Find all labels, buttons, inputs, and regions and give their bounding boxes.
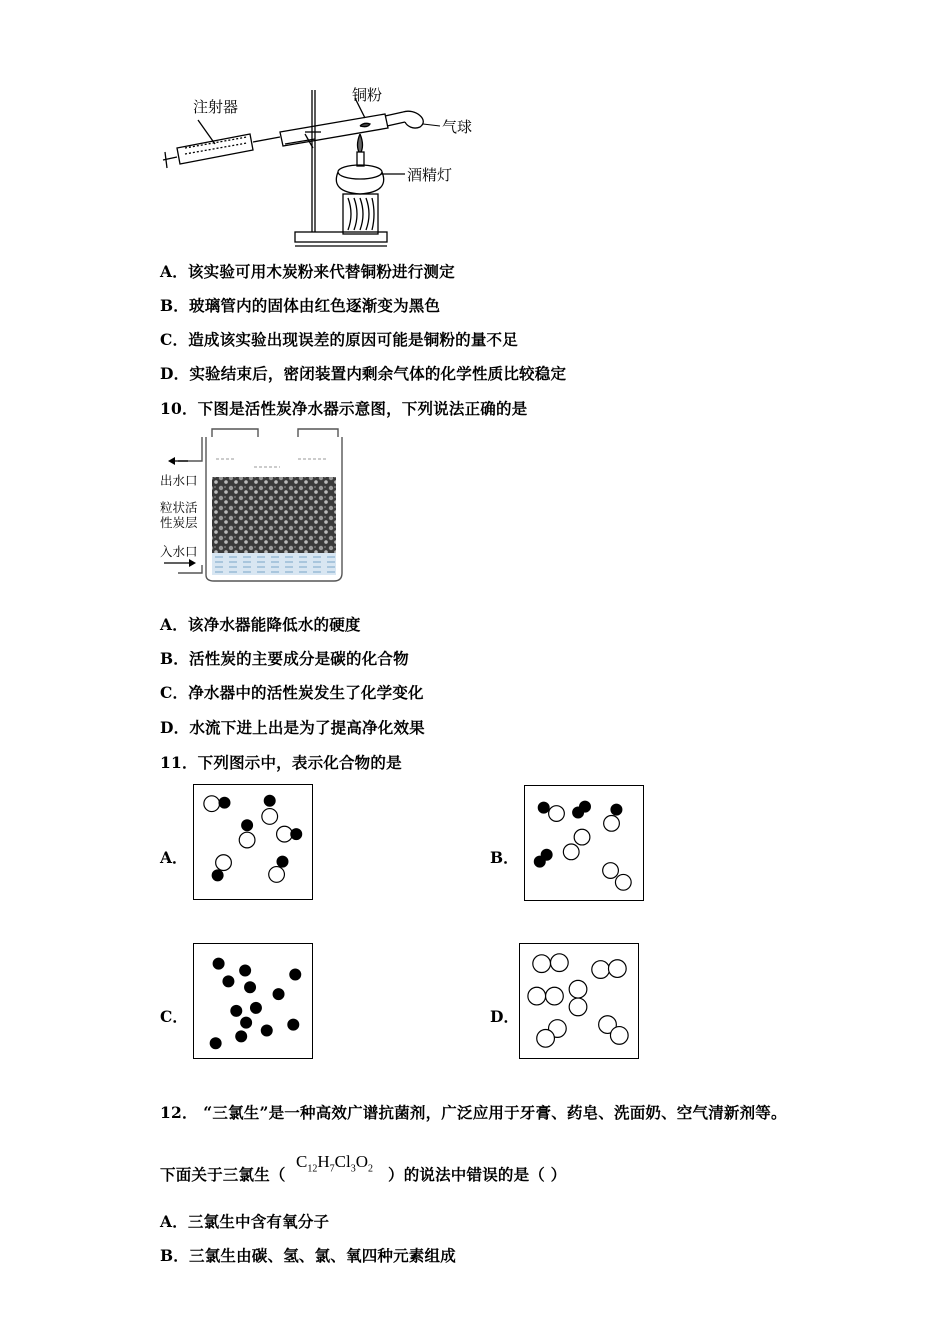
- formula-o: O: [355, 1152, 368, 1171]
- formula-h: H: [317, 1152, 330, 1171]
- glass-tube-drawing: [280, 98, 423, 146]
- q12-stem-line2-after: ）的说法中错误的是（ ）: [388, 1165, 567, 1184]
- outlet-label: 出水口: [160, 473, 198, 488]
- formula-c: C: [296, 1152, 308, 1171]
- q11-stem: 11．下列图示中，表示化合物的是: [160, 753, 402, 772]
- q12-stem-line1: 12． “三氯生”是一种高效广谱抗菌剂，广泛应用于牙膏、药皂、洗面奶、空气清新剂等。: [160, 1103, 787, 1122]
- q10-option-c: C．净水器中的活性炭发生了化学变化: [160, 683, 424, 702]
- syringe-drawing: [163, 120, 280, 168]
- q9-option-a: A．该实验可用木炭粉来代替铜粉进行测定: [160, 262, 455, 281]
- iron-stand-drawing: [285, 90, 387, 246]
- formula-o-sub: 2: [367, 1163, 373, 1175]
- q10-stem: 10．下图是活性炭净水器示意图，下列说法正确的是: [160, 399, 528, 418]
- copper-oxygen-apparatus-figure: [155, 82, 495, 250]
- q9-option-b: B．玻璃管内的固体由红色逐渐变为黑色: [160, 296, 441, 315]
- q12-option-b: B．三氯生由碳、氢、氯、氧四种元素组成: [160, 1246, 456, 1265]
- q11-box-a: [193, 784, 313, 900]
- carbon-layer-label-line2: 性炭层: [160, 515, 198, 530]
- alcohol-lamp-label: 酒精灯: [407, 166, 453, 184]
- q9-option-d: D．实验结束后，密闭装置内剩余气体的化学性质比较稳定: [160, 364, 567, 383]
- q11-box-b: [524, 785, 644, 901]
- formula-cl-sub: 3: [350, 1163, 356, 1175]
- formula-c-sub: 12: [307, 1163, 318, 1175]
- q11-option-a-label: A．: [160, 848, 188, 867]
- q11-box-d: [519, 943, 639, 1059]
- syringe-label: 注射器: [193, 98, 239, 116]
- q12-stem-line2-before: 下面关于三氯生（: [160, 1165, 286, 1184]
- q9-option-c: C．造成该实验出现误差的原因可能是铜粉的量不足: [160, 330, 518, 349]
- q10-option-b: B．活性炭的主要成分是碳的化合物: [160, 649, 409, 668]
- q10-option-d: D．水流下进上出是为了提高净化效果: [160, 718, 425, 737]
- formula-cl: Cl: [334, 1152, 351, 1171]
- q11-option-d-label: D．: [490, 1007, 519, 1026]
- carbon-layer-label-line1: 粒状活: [160, 500, 198, 515]
- balloon-label: 气球: [442, 118, 473, 136]
- q12-option-a: A．三氯生中含有氧分子: [160, 1212, 330, 1231]
- copper-powder-label: 铜粉: [352, 86, 383, 104]
- activated-carbon-filter-figure: [158, 425, 348, 585]
- inlet-label: 入水口: [160, 544, 198, 559]
- q10-option-a: A．该净水器能降低水的硬度: [160, 615, 361, 634]
- alcohol-lamp-drawing: [336, 134, 405, 234]
- triclosan-formula: [296, 1152, 373, 1174]
- q11-option-b-label: B．: [490, 848, 519, 867]
- q11-option-c-label: C．: [160, 1007, 188, 1026]
- formula-h-sub: 7: [329, 1163, 335, 1175]
- q11-box-c: [193, 943, 313, 1059]
